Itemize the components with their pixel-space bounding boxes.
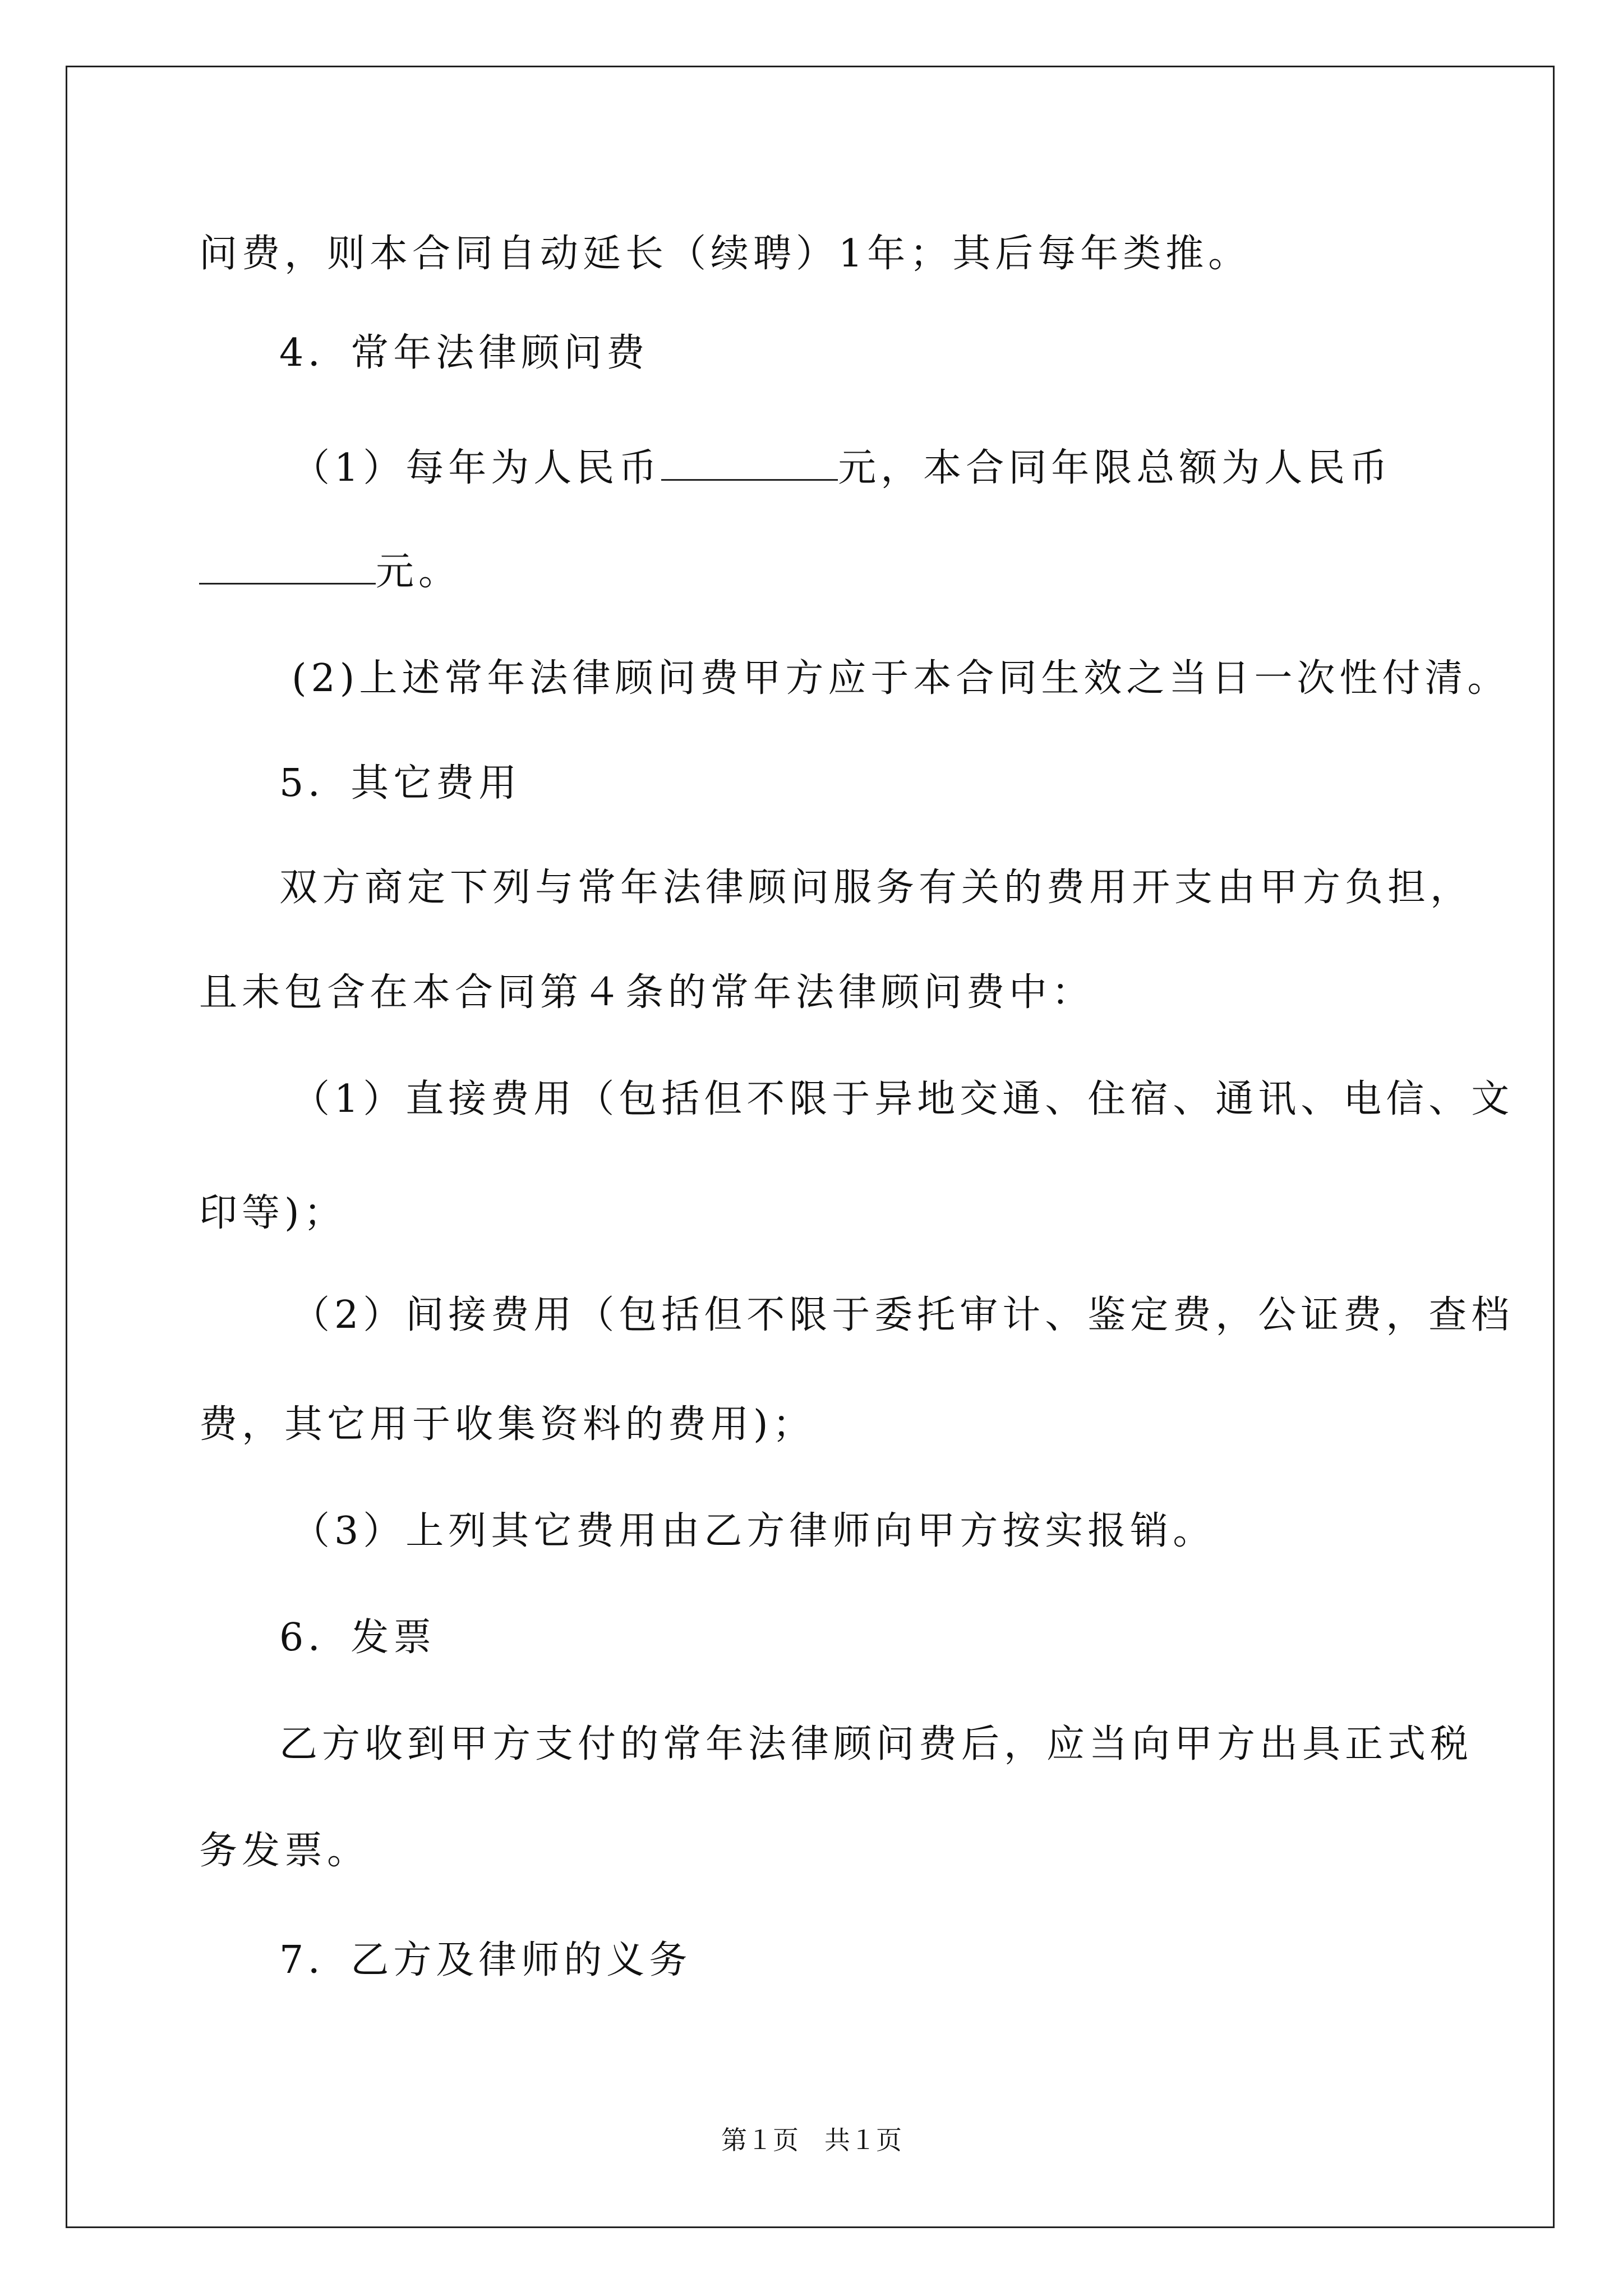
text-line-8: 且未包含在本合同第４条的常年法律顾问费中： <box>199 970 1095 1015</box>
text-line-13: （3）上列其它费用由乙方律师向甲方按实报销。 <box>292 1509 1216 1553</box>
amount-blank-total <box>199 549 376 585</box>
page-border <box>66 66 1555 2228</box>
amount-blank-annual <box>661 445 838 481</box>
text-line-15: 乙方收到甲方支付的常年法律顾问费后，应当向甲方出具正式税 <box>279 1722 1473 1766</box>
section-heading-4: 4．常年法律顾问费 <box>279 331 649 375</box>
text-line-9: （1）直接费用（包括但不限于异地交通、住宿、通讯、电信、文 <box>292 1077 1514 1121</box>
fee-line-2 <box>199 547 461 597</box>
section-heading-7: 7．乙方及律师的义务 <box>279 1938 692 1982</box>
fee-line-1-suffix: 元，本合同年限总额为人民币 <box>838 446 1393 490</box>
section-heading-6: 6．发票 <box>279 1616 436 1660</box>
section-heading-5: 5．其它费用 <box>279 761 522 806</box>
text-line-11: （2）间接费用（包括但不限于委托审计、鉴定费，公证费，查档 <box>292 1293 1514 1337</box>
fee-line-1-prefix: （1）每年为人民币 <box>292 446 662 490</box>
text-line-16: 务发票。 <box>199 1829 370 1873</box>
fee-line-1 <box>292 443 1392 494</box>
text-line-5: (2)上述常年法律顾问费甲方应于本合同生效之当日一次性付清。 <box>292 656 1510 701</box>
text-line-12: 费，其它用于收集资料的费用)； <box>199 1402 815 1447</box>
text-line-10: 印等)； <box>199 1191 347 1235</box>
page-footer: 第１页 共１页 <box>721 2125 902 2155</box>
fee-line-2-suffix: 元。 <box>376 550 462 594</box>
text-line-1: 问费，则本合同自动延长（续聘）1年；其后每年类推。 <box>199 232 1251 276</box>
text-line-7: 双方商定下列与常年法律顾问服务有关的费用开支由甲方负担， <box>279 866 1473 910</box>
